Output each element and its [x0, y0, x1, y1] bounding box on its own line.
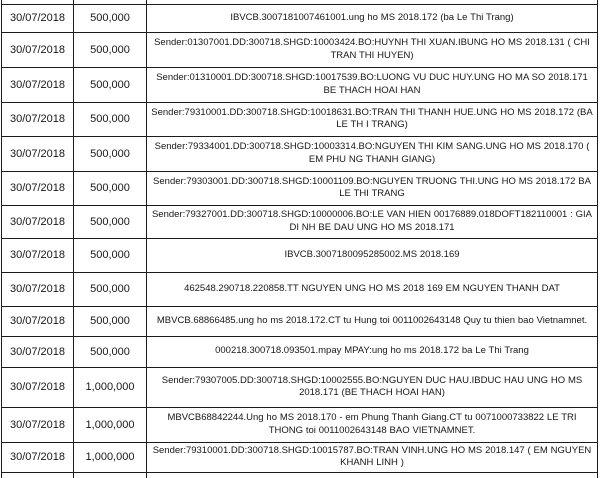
description-cell [147, 472, 598, 478]
table-row [2, 407, 598, 442]
description-cell: Sender:79327001.DD:300718.SHGD:10000006.BO:LE VAN HIEN 00176889.018DOFT182110001 : GIA DI NH BE DAU UNG HO MS 2018.171 [147, 205, 598, 238]
date-cell: 30/07/2018 [2, 272, 74, 306]
table-row [2, 171, 598, 205]
date-cell: 30/07/2018 [2, 32, 74, 67]
amount-cell: 1,000,000 [74, 407, 147, 442]
description-cell: Sender:79303001.DD:300718.SHGD:10001109.BO:NGUYEN TRUONG THI.UNG HO MS 2018.172 BA LE THI TRANG [147, 171, 598, 205]
amount-cell: 500,000 [74, 336, 147, 367]
description-cell: Sender:01307001.DD:300718.SHGD:10003424.BO:HUYNH THI XUAN.IBUNG HO MS 2018.131 ( CHI TRAN THI HUYEN) [147, 32, 598, 67]
description-cell: Sender:01310001.DD:300718.SHGD:10017539.BO:LUONG VU DUC HUY.UNG HO MA SO 2018.171 BE THACH HOAI HAN [147, 67, 598, 102]
amount-cell: 500,000 [74, 272, 147, 306]
amount-cell: 1,000,000 [74, 442, 147, 472]
table-row [2, 336, 598, 367]
description-cell: IBVCB.3007181007461001.ung ho MS 2018.172 (ba Le Thi Trang) [147, 4, 598, 32]
amount-cell: 500,000 [74, 102, 147, 136]
date-cell [2, 472, 74, 478]
table-row [2, 32, 598, 67]
description-cell: Sender:79310001.DD:300718.SHGD:10018631.BO:TRAN THI THANH HUE.UNG HO MS 2018.172 (BA LE TH I TRANG) [147, 102, 598, 136]
table-row [2, 102, 598, 136]
table-row [2, 67, 598, 102]
description-cell: Sender:79310001.DD:300718.SHGD:10015787.BO:TRAN VINH.UNG HO MS 2018.147 ( EM NGUYEN KHANH LINH ) [147, 442, 598, 472]
date-cell: 30/07/2018 [2, 4, 74, 32]
amount-cell [74, 472, 147, 478]
date-cell: 30/07/2018 [2, 171, 74, 205]
date-cell: 30/07/2018 [2, 136, 74, 171]
description-cell: Sender:79307005.DD:300718.SHGD:10002555.BO:NGUYEN DUC HAU.IBDUC HAU UNG HO MS 2018.171 (BE THACH HOAI HAN) [147, 367, 598, 407]
date-cell: 30/07/2018 [2, 367, 74, 407]
amount-cell: 500,000 [74, 306, 147, 336]
description-cell: 462548.290718.220858.TT NGUYEN UNG HO MS 2018 169 EM NGUYEN THANH DAT [147, 272, 598, 306]
amount-cell: 500,000 [74, 32, 147, 67]
amount-cell: 500,000 [74, 171, 147, 205]
amount-cell: 1,000,000 [74, 367, 147, 407]
table-row [2, 238, 598, 272]
amount-cell: 500,000 [74, 136, 147, 171]
description-cell: MBVCB.68866485.ung ho ms 2018.172.CT tu Hung toi 0011002643148 Quy tu thien bao Vietnamnet. [147, 306, 598, 336]
date-cell: 30/07/2018 [2, 442, 74, 472]
table-row [2, 306, 598, 336]
date-cell: 30/07/2018 [2, 238, 74, 272]
date-cell: 30/07/2018 [2, 67, 74, 102]
description-cell: MBVCB68842244.Ung ho MS 2018.170 - em Phung Thanh Giang.CT tu 0071000733822 LE TRI THONG toi 0011002643148 BAO VIETNAMNET. [147, 407, 598, 442]
description-cell: IBVCB.3007180095285002.MS 2018.169 [147, 238, 598, 272]
date-cell: 30/07/2018 [2, 306, 74, 336]
description-cell: 000218.300718.093501.mpay MPAY:ung ho ms 2018.172 ba Le Thi Trang [147, 336, 598, 367]
amount-cell: 500,000 [74, 67, 147, 102]
date-cell: 30/07/2018 [2, 336, 74, 367]
table-row-partial-bottom [2, 472, 598, 478]
description-cell: Sender:79334001.DD:300718.SHGD:10003314.BO:NGUYEN THI KIM SANG.UNG HO MS 2018.170 ( EM PHU NG THANH GIANG) [147, 136, 598, 171]
amount-cell: 500,000 [74, 4, 147, 32]
table-row [2, 442, 598, 472]
table-row [2, 272, 598, 306]
date-cell: 30/07/2018 [2, 407, 74, 442]
amount-cell: 500,000 [74, 238, 147, 272]
table-row [2, 4, 598, 32]
table-row [2, 136, 598, 171]
amount-cell: 500,000 [74, 205, 147, 238]
table-row [2, 367, 598, 407]
date-cell: 30/07/2018 [2, 102, 74, 136]
transactions-table [1, 0, 598, 478]
table-row [2, 205, 598, 238]
date-cell: 30/07/2018 [2, 205, 74, 238]
